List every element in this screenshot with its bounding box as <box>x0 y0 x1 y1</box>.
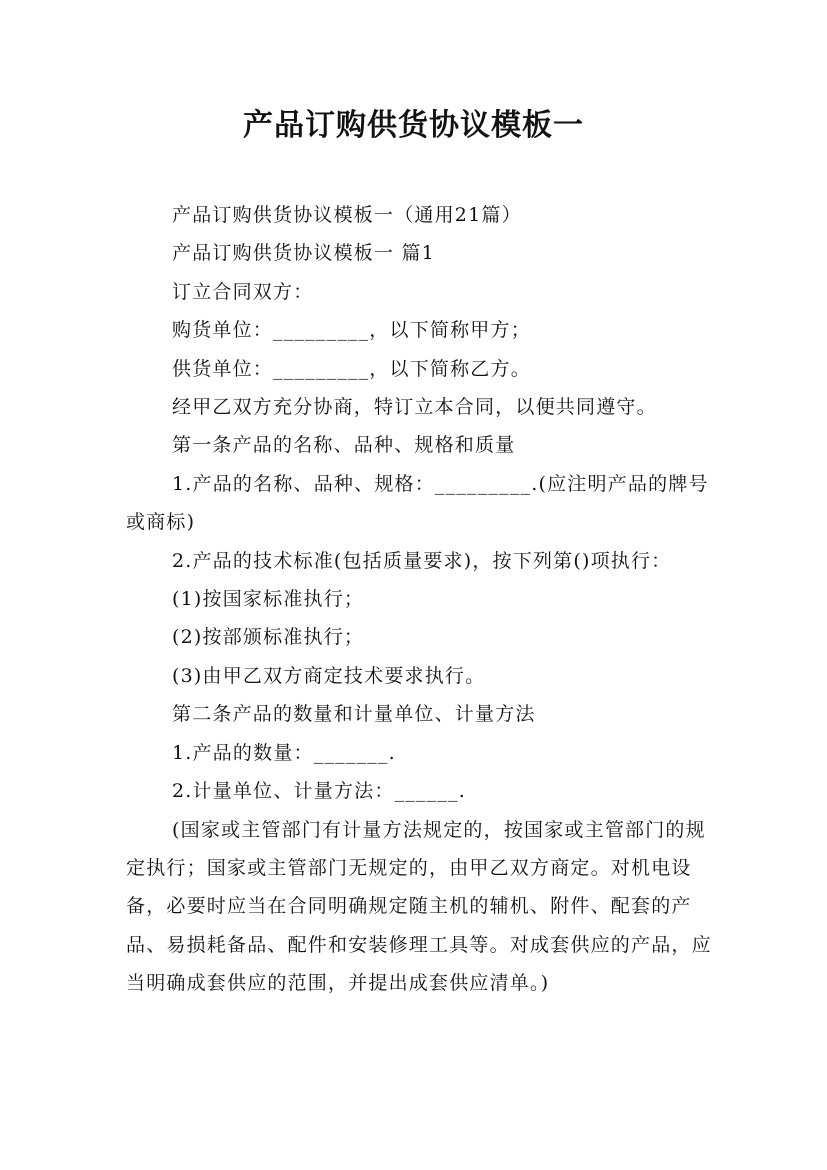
paragraph-note: (国家或主管部门有计量方法规定的，按国家或主管部门的规定执行；国家或主管部门无规定的，由甲乙双方商定。对机电设备，必要时应当在合同明确规定随主机的辅机、附件、配套的产品、易损耗备品、配件和安装修理工具等。对成套供应的产品，应当明确成套供应的范围，并提出成套供应清单。) <box>126 818 712 995</box>
paragraph-option-3: (3)由甲乙双方商定技术要求执行。 <box>172 664 486 687</box>
paragraph-article-1: 第一条产品的名称、品种、规格和质量 <box>172 434 516 457</box>
paragraph-item-2-2: 2.计量单位、计量方法：______. <box>172 780 466 803</box>
paragraph-article-2: 第二条产品的数量和计量单位、计量方法 <box>172 703 536 726</box>
paragraph-item-2-1: 1.产品的数量：_______. <box>172 741 396 764</box>
paragraph-supplier: 供货单位：_________，以下简称乙方。 <box>172 357 531 380</box>
document-body <box>126 196 716 1003</box>
paragraph-section-heading: 产品订购供货协议模板一 篇1 <box>172 242 435 265</box>
document-title: 产品订购供货协议模板一 <box>243 108 584 143</box>
paragraph-parties-heading: 订立合同双方： <box>172 280 314 303</box>
paragraph-agreement: 经甲乙双方充分协商，特订立本合同，以便共同遵守。 <box>172 396 657 419</box>
paragraph-option-2: (2)按部颁标准执行； <box>172 626 365 649</box>
paragraph-item-1-2: 2.产品的技术标准(包括质量要求)，按下列第()项执行： <box>172 549 672 572</box>
paragraph-item-1-1: 1.产品的名称、品种、规格：_________.(应注明产品的牌号或商标) <box>126 472 709 534</box>
paragraph-buyer: 购货单位：_________，以下简称甲方； <box>172 319 531 342</box>
paragraph-intro: 产品订购供货协议模板一（通用21篇） <box>172 204 522 226</box>
paragraph-option-1: (1)按国家标准执行； <box>172 588 365 611</box>
